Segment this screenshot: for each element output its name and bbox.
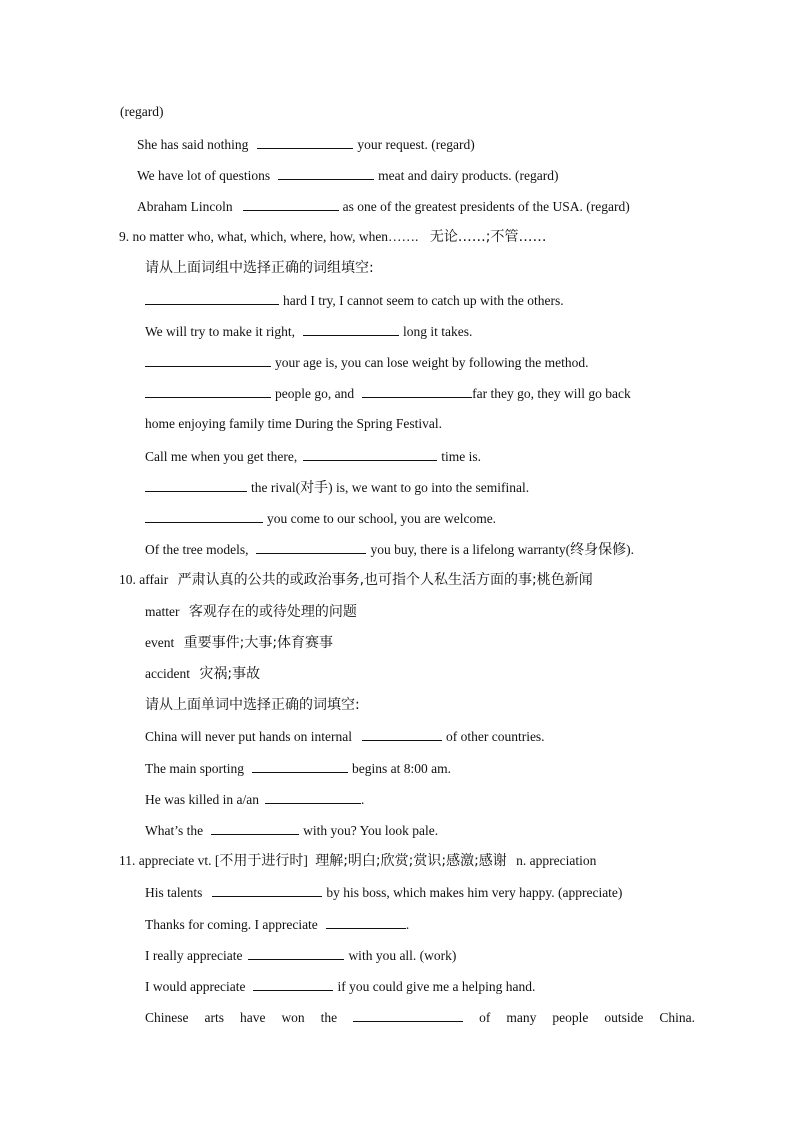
- text: time is.: [441, 449, 481, 464]
- section-10-heading: [119, 571, 593, 589]
- text: I really appreciate: [145, 948, 243, 963]
- chinese-definition: 客观存在的或待处理的问题: [188, 604, 357, 620]
- answer-blank[interactable]: [326, 915, 406, 929]
- exercise-line: [137, 135, 475, 153]
- exercise-line: [145, 821, 438, 839]
- answer-blank[interactable]: [303, 322, 399, 336]
- answer-blank[interactable]: [211, 821, 299, 835]
- text: long it takes.: [403, 324, 473, 339]
- section-number: 10.: [119, 572, 136, 587]
- instruction: [145, 259, 374, 277]
- vocab-word: matter: [145, 604, 180, 619]
- text: arts: [204, 1010, 224, 1025]
- text: many: [506, 1010, 537, 1025]
- text: ) is, we want to go into the semifinal.: [328, 480, 530, 495]
- text: have: [239, 1010, 266, 1025]
- vocab-definition: [145, 634, 333, 652]
- exercise-line: [145, 1008, 695, 1026]
- regard-header: [120, 103, 163, 121]
- answer-blank[interactable]: [265, 790, 361, 804]
- text: outside: [604, 1010, 644, 1025]
- exercise-line: [145, 759, 451, 777]
- text: ]: [303, 853, 308, 868]
- answer-blank[interactable]: [362, 384, 472, 398]
- exercise-line: [145, 322, 472, 340]
- text: .: [360, 792, 365, 807]
- answer-blank[interactable]: [278, 166, 374, 180]
- answer-blank[interactable]: [362, 727, 442, 741]
- answer-blank[interactable]: [145, 478, 247, 492]
- answer-blank[interactable]: [145, 384, 271, 398]
- exercise-line: [145, 977, 535, 995]
- answer-blank[interactable]: [243, 197, 339, 211]
- text: your age is, you can lose weight by following the method.: [275, 355, 589, 370]
- answer-blank[interactable]: [353, 1008, 463, 1022]
- text: Abraham Lincoln: [137, 199, 233, 214]
- chinese-definition: 理解;明白;欣赏;赏识;感激;感谢: [315, 853, 507, 869]
- chinese-definition: 严肃认真的公共的或政治事务,也可指个人私生活方面的事;桃色新闻: [177, 572, 593, 588]
- exercise-line: [145, 478, 529, 496]
- text: your request. (regard): [357, 137, 475, 152]
- text: The main sporting: [145, 761, 244, 776]
- text: the: [320, 1010, 338, 1025]
- vocab-word: event: [145, 635, 175, 650]
- chinese-gloss: 无论……;不管……: [429, 229, 547, 245]
- vocab-word: appreciate vt. [: [138, 853, 220, 868]
- text: people: [552, 1010, 589, 1025]
- vocab-definition: [145, 665, 260, 683]
- text: His talents: [145, 885, 203, 900]
- answer-blank[interactable]: [248, 946, 344, 960]
- answer-blank[interactable]: [145, 291, 279, 305]
- text: Call me when you get there,: [145, 449, 298, 464]
- answer-blank[interactable]: [303, 447, 437, 461]
- answer-blank[interactable]: [212, 883, 322, 897]
- text: begins at 8:00 am.: [351, 761, 451, 776]
- instruction: [145, 696, 360, 714]
- exercise-line: [145, 291, 564, 309]
- text: n. appreciation: [516, 853, 597, 868]
- text: We will try to make it right,: [145, 324, 296, 339]
- vocab-word: accident: [145, 666, 190, 681]
- exercise-line: [137, 166, 558, 184]
- text: hard I try, I cannot seem to catch up with the others.: [283, 293, 564, 308]
- text: as one of the greatest presidents of the USA. (regard): [342, 199, 630, 214]
- chinese-gloss: 终身保修: [570, 542, 627, 558]
- text: Chinese: [145, 1010, 189, 1025]
- exercise-line: [145, 509, 496, 527]
- text: won: [281, 1010, 305, 1025]
- text: people go, and: [275, 386, 355, 401]
- text: home enjoying family time During the Spring Festival.: [145, 416, 442, 431]
- answer-blank[interactable]: [253, 977, 333, 991]
- exercise-line: [145, 447, 481, 465]
- text: with you all. (work): [348, 948, 457, 963]
- section-number: 11.: [119, 853, 136, 868]
- answer-blank[interactable]: [257, 135, 353, 149]
- text: by his boss, which makes him very happy. (appreciate): [326, 885, 623, 900]
- section-9-heading: [119, 228, 547, 246]
- text: What’s the: [145, 823, 204, 838]
- answer-blank[interactable]: [256, 540, 366, 554]
- exercise-line: [145, 915, 409, 933]
- text: China.: [659, 1010, 695, 1025]
- chinese-gloss: 对手: [300, 480, 329, 496]
- text: (regard): [120, 104, 164, 119]
- text: meat and dairy products. (regard): [378, 168, 559, 183]
- answer-blank[interactable]: [252, 759, 348, 773]
- section-11-heading: [119, 852, 596, 870]
- text: the rival(: [251, 480, 301, 495]
- exercise-line: [145, 727, 545, 745]
- text: far they go, they will go back: [472, 386, 631, 401]
- text: He was killed in a/an: [145, 792, 259, 807]
- text: with you? You look pale.: [303, 823, 439, 838]
- exercise-line: [145, 353, 588, 371]
- exercise-line: [145, 883, 622, 901]
- text: you come to our school, you are welcome.: [267, 511, 497, 526]
- chinese-gloss: 不用于进行时: [219, 853, 304, 869]
- chinese-definition: 重要事件;大事;体育赛事: [183, 635, 334, 651]
- text: China will never put hands on internal: [145, 729, 352, 744]
- exercise-line-continued: [145, 415, 442, 433]
- text: of: [479, 1010, 491, 1025]
- text: you buy, there is a lifelong warranty(: [370, 542, 571, 557]
- vocab-word: affair: [139, 572, 169, 587]
- exercise-line: [145, 540, 634, 558]
- exercise-line: [137, 197, 630, 215]
- vocab-definition: [145, 603, 357, 621]
- text: We have lot of questions: [137, 168, 271, 183]
- answer-blank[interactable]: [145, 509, 263, 523]
- text: 请从上面词组中选择正确的词组填空:: [145, 260, 374, 276]
- text: .: [405, 917, 410, 932]
- text: I would appreciate: [145, 979, 246, 994]
- text: ).: [626, 542, 635, 557]
- exercise-line: [145, 384, 699, 402]
- text: of other countries.: [445, 729, 545, 744]
- exercise-line: [145, 946, 456, 964]
- text: no matter who, what, which, where, how, when…….: [132, 229, 419, 244]
- exercise-line: [145, 790, 364, 808]
- answer-blank[interactable]: [145, 353, 271, 367]
- text: She has said nothing: [137, 137, 249, 152]
- chinese-definition: 灾祸;事故: [199, 666, 261, 682]
- section-number: 9.: [119, 229, 130, 244]
- text: if you could give me a helping hand.: [337, 979, 536, 994]
- text: Of the tree models,: [145, 542, 249, 557]
- text: 请从上面单词中选择正确的词填空:: [145, 697, 360, 713]
- text: Thanks for coming. I appreciate: [145, 917, 318, 932]
